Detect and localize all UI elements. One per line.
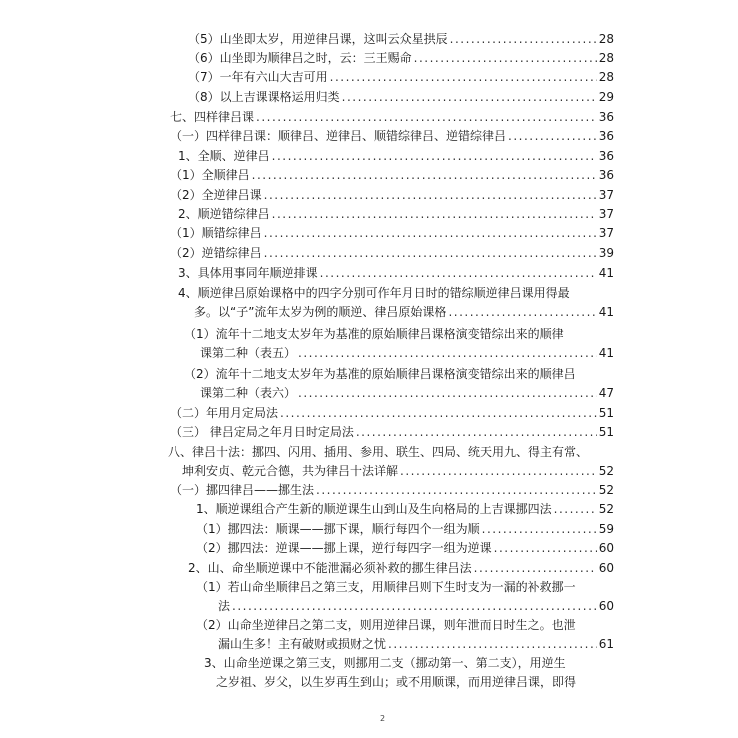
- toc-entry-page: 36: [598, 110, 614, 124]
- toc-entry[interactable]: [168, 443, 614, 481]
- toc-entry-page: 51: [598, 425, 614, 439]
- toc-entry-title: （6）山坐即为顺律吕之时，云：三王赐命: [188, 51, 412, 65]
- toc-entry-page: 51: [598, 406, 614, 420]
- toc-entry-page: 60: [598, 599, 614, 613]
- toc-entry-title-cont: 课第二种（表五）: [200, 346, 297, 360]
- toc-entry-title: 1、全顺、逆律吕: [178, 149, 270, 163]
- toc-entry[interactable]: [196, 616, 614, 654]
- toc-entry-title: （1）顺错综律吕: [170, 226, 262, 240]
- toc-entry[interactable]: [170, 166, 614, 185]
- toc-entry-title: （7）一年有六山大吉可用: [188, 70, 328, 84]
- leader-dots: [272, 205, 597, 224]
- toc-entry[interactable]: [188, 49, 614, 68]
- toc-entry[interactable]: [178, 264, 614, 283]
- toc-entry-page: 60: [598, 541, 614, 555]
- toc-entry-page: 61: [598, 637, 614, 651]
- leader-dots: [400, 462, 597, 481]
- toc-entry-page: 37: [598, 188, 614, 202]
- leader-dots: [264, 244, 597, 263]
- toc-entry-title: （1）挪四法：顺课——挪下课，顺行每四个一组为顺: [196, 522, 480, 536]
- leader-dots: [316, 481, 597, 500]
- toc-entry-page: 36: [598, 149, 614, 163]
- toc-entry-page: 36: [598, 168, 614, 182]
- toc-entry-title: 七、四样律吕课: [170, 110, 255, 124]
- toc-entry[interactable]: [178, 205, 614, 224]
- toc-entry-title-cont: 坤利安贞、乾元合德，共为律吕十法详解: [182, 464, 399, 478]
- toc-entry-page: 52: [598, 502, 614, 516]
- toc-entry[interactable]: [196, 578, 614, 616]
- toc-entry-title: 2、顺逆错综律吕: [178, 207, 270, 221]
- leader-dots: [330, 68, 597, 87]
- leader-dots: [450, 30, 597, 49]
- leader-dots: [414, 49, 597, 68]
- toc-entry-title: （1）流年十二地支太岁年为基准的原始顺律吕课格演变错综出来的顺律: [184, 327, 564, 341]
- leader-dots: [356, 423, 597, 442]
- toc-entry-title: 1、顺逆课组合产生新的顺逆课生山到山及生向格局的上吉课挪四法: [196, 502, 552, 516]
- toc-entry-page: 41: [598, 305, 614, 319]
- toc-entry-page: 41: [598, 346, 614, 360]
- leader-dots: [448, 303, 596, 322]
- toc-entry-page: 29: [598, 90, 614, 104]
- leader-dots: [256, 108, 597, 127]
- toc-entry-page: 47: [598, 386, 614, 400]
- toc-entry-title: （1）若山命坐顺律吕之第三支，用顺律吕则下生时支为一漏的补救挪一: [196, 580, 576, 594]
- leader-dots: [298, 344, 597, 363]
- toc-entry-page: 52: [598, 483, 614, 497]
- leader-dots: [280, 404, 597, 423]
- toc-entry-title: （一）挪四律吕——挪生法: [170, 483, 315, 497]
- toc-entry-title: （2）逆错综律吕: [170, 246, 262, 260]
- toc-entry-page: 60: [598, 561, 614, 575]
- leader-dots: [272, 147, 597, 166]
- toc-entry[interactable]: [170, 404, 614, 423]
- page-number: 2: [380, 714, 386, 723]
- toc-entry[interactable]: [196, 500, 614, 519]
- toc-entry-title: （2）全逆律吕课: [170, 188, 262, 202]
- toc-entry[interactable]: [184, 365, 614, 403]
- toc-entry[interactable]: [170, 127, 614, 146]
- toc-entry[interactable]: [196, 520, 614, 539]
- toc-entry[interactable]: [188, 30, 614, 49]
- toc-entry-title: （2）山命坐逆律吕之第二支，则用逆律吕课，则年泄而日时生之。也泄: [196, 618, 576, 632]
- toc-entry[interactable]: [196, 539, 614, 558]
- toc-entry[interactable]: [170, 423, 614, 442]
- toc-entry-page: 39: [598, 246, 614, 260]
- leader-dots: [264, 186, 597, 205]
- toc-entry-title-cont: 漏山生多！主有破财或损财之忧: [218, 637, 387, 651]
- toc-entry-title: （一）四样律吕课：顺律吕、逆律吕、顺错综律吕、逆错综律吕: [170, 129, 507, 143]
- toc-entry[interactable]: [170, 108, 614, 127]
- toc-entry-title: （5）山坐即太岁，用逆律吕课，这叫云众星拱辰: [188, 32, 448, 46]
- toc-entry[interactable]: [170, 186, 614, 205]
- toc-entry-page: 37: [598, 226, 614, 240]
- toc-entry-title-cont: 多。以“子”流年太岁为例的顺逆、律吕原始课格: [194, 305, 447, 319]
- toc-entry-title: 八、律吕十法：挪四、闪用、插用、参用、联生、四局、统天用九、得主有常、: [168, 445, 589, 459]
- toc-entry-title: 2、山、命坐顺逆课中不能泄漏必须补救的挪生律吕法: [188, 561, 472, 575]
- toc-entry[interactable]: [178, 147, 614, 166]
- leader-dots: [388, 635, 597, 654]
- toc-entry[interactable]: [170, 481, 614, 500]
- leader-dots: [252, 166, 597, 185]
- leader-dots: [494, 539, 597, 558]
- toc-entry-title: （1）全顺律吕: [170, 168, 250, 182]
- toc-entry-title: （2）挪四法：逆课——挪上课，逆行每四字一组为逆课: [196, 541, 492, 555]
- toc-entry-title-cont: 课第二种（表六）: [200, 386, 297, 400]
- leader-dots: [320, 264, 597, 283]
- toc-entry-page: 28: [598, 51, 614, 65]
- toc-entry-page: 41: [598, 266, 614, 280]
- toc-entry-title: （2）流年十二地支太岁年为基准的原始顺律吕课格演变错综出来的顺律吕: [184, 367, 576, 381]
- leader-dots: [474, 559, 597, 578]
- leader-dots: [342, 88, 597, 107]
- toc-entry[interactable]: [204, 654, 614, 692]
- leader-dots: [298, 384, 597, 403]
- toc-entry[interactable]: [170, 244, 614, 263]
- leader-dots: [554, 500, 597, 519]
- toc-entry[interactable]: [178, 284, 614, 322]
- toc-entry-page: 52: [598, 464, 614, 478]
- toc-entry-page: 36: [598, 129, 614, 143]
- toc-entry-page: 59: [598, 522, 614, 536]
- toc-entry[interactable]: [170, 224, 614, 243]
- toc-entry-title: （8）以上吉课课格运用归类: [188, 90, 340, 104]
- toc-entry-page: 28: [598, 32, 614, 46]
- toc-entry-page: 37: [598, 207, 614, 221]
- toc-entry[interactable]: [184, 325, 614, 363]
- leader-dots: [482, 520, 597, 539]
- leader-dots: [508, 127, 597, 146]
- toc-entry-title: （三） 律吕定局之年月日时定局法: [170, 425, 354, 439]
- toc-entry-title: （二）年用月定局法: [170, 406, 279, 420]
- toc-entry-title-cont: 之岁祖、岁父，以生岁再生到山；或不用顺课，而用逆律吕课，即得: [216, 675, 577, 689]
- toc-entry-page: 28: [598, 70, 614, 84]
- toc-entry-title: 3、具体用事同年顺逆排课: [178, 266, 318, 280]
- toc-entry-title: 4、顺逆律吕原始课格中的四字分别可作年月日时的错综顺逆律吕课用得最: [178, 286, 570, 300]
- toc-entry-title-cont: 法: [218, 599, 231, 613]
- toc-entry[interactable]: [188, 88, 614, 107]
- toc-entry[interactable]: [188, 68, 614, 87]
- toc-entry[interactable]: [188, 559, 614, 578]
- leader-dots: [264, 224, 597, 243]
- leader-dots: [232, 597, 597, 616]
- toc-entry-title: 3、山命坐逆课之第三支，则挪用二支（挪动第一、第二支），用逆生: [204, 656, 566, 670]
